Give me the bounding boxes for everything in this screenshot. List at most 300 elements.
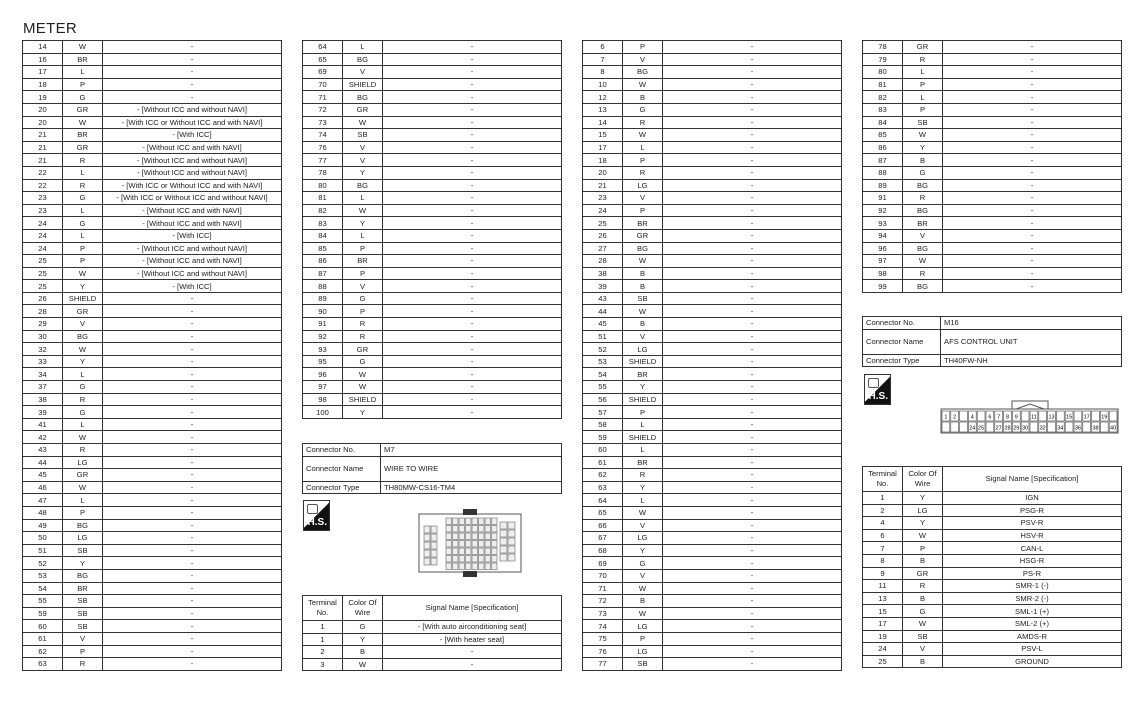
cavity	[466, 563, 472, 570]
terminal-no: 4	[863, 517, 903, 530]
pin-label: 17	[1083, 414, 1090, 421]
wire-color: SB	[63, 544, 103, 557]
cavity	[500, 554, 507, 561]
terminal-no: 43	[583, 292, 623, 305]
wire-color: V	[343, 141, 383, 154]
signal-name: -	[103, 53, 282, 66]
cavity	[466, 541, 472, 548]
signal-name: GROUND	[943, 655, 1122, 668]
signal-name: -	[383, 179, 562, 192]
table-row	[863, 242, 1122, 255]
cavity	[459, 533, 465, 540]
signal-name: -	[103, 607, 282, 620]
terminal-no: 48	[23, 506, 63, 519]
wire-color: GR	[903, 41, 943, 54]
signal-name: -	[663, 330, 842, 343]
table-row	[303, 116, 562, 129]
terminal-no: 74	[303, 129, 343, 142]
wire-color: BG	[903, 204, 943, 217]
terminal-no: 38	[23, 393, 63, 406]
header-color-of-wire: Color Of Wire	[903, 467, 943, 492]
terminal-no: 92	[303, 330, 343, 343]
terminal-no: 23	[23, 204, 63, 217]
wire-color: W	[903, 129, 943, 142]
signal-name: -	[383, 406, 562, 419]
table-row	[583, 532, 842, 545]
table-row	[303, 255, 562, 268]
wire-color: P	[623, 41, 663, 54]
terminal-no: 55	[23, 595, 63, 608]
terminal-no: 81	[863, 78, 903, 91]
signal-name: -	[103, 343, 282, 356]
table-row	[303, 53, 562, 66]
table-row	[23, 280, 282, 293]
signal-name: -	[663, 53, 842, 66]
terminal-no: 61	[583, 456, 623, 469]
signal-name: PSV-L	[943, 643, 1122, 656]
cavity	[446, 548, 452, 555]
table-row	[583, 595, 842, 608]
signal-name: -	[103, 381, 282, 394]
signal-name: -	[103, 469, 282, 482]
table-row	[23, 506, 282, 519]
table-row	[583, 569, 842, 582]
signal-name: -	[383, 355, 562, 368]
table-row	[583, 166, 842, 179]
terminal-no: 87	[303, 267, 343, 280]
wire-color: W	[63, 481, 103, 494]
cavity	[500, 530, 507, 537]
wire-color: Y	[63, 280, 103, 293]
terminal-no: 82	[303, 204, 343, 217]
wire-color: R	[903, 53, 943, 66]
table-header	[863, 467, 1122, 492]
signal-name: -	[663, 292, 842, 305]
wire-color: SHIELD	[623, 431, 663, 444]
terminal-no: 24	[863, 643, 903, 656]
terminal-no: 2	[303, 646, 343, 659]
wire-color: SB	[623, 292, 663, 305]
table-row	[303, 368, 562, 381]
cavity	[492, 518, 498, 525]
terminal-no: 60	[583, 444, 623, 457]
terminal-no: 94	[863, 229, 903, 242]
wire-color: BR	[623, 456, 663, 469]
signal-name: -	[663, 217, 842, 230]
table-row	[863, 504, 1122, 517]
cavity	[446, 556, 452, 563]
signal-name: -	[103, 418, 282, 431]
signal-name: -	[943, 204, 1122, 217]
table-row	[23, 481, 282, 494]
table-row	[583, 607, 842, 620]
wire-color: R	[63, 179, 103, 192]
table-row	[23, 393, 282, 406]
table-row	[863, 542, 1122, 555]
wire-color: W	[63, 343, 103, 356]
table-row	[583, 519, 842, 532]
terminal-no: 33	[23, 355, 63, 368]
signal-name: - [With ICC or Without ICC and without NAVI]	[103, 192, 282, 205]
wire-color: G	[63, 381, 103, 394]
table-row	[303, 154, 562, 167]
cavity	[466, 533, 472, 540]
signal-name: -	[103, 620, 282, 633]
connector-no: M16	[941, 317, 1122, 330]
table-row	[23, 305, 282, 318]
signal-name: AMDS-R	[943, 630, 1122, 643]
terminal-no: 80	[863, 66, 903, 79]
wire-color: L	[623, 141, 663, 154]
cavity	[492, 548, 498, 555]
signal-name: -	[663, 444, 842, 457]
pin-label: 32	[1039, 425, 1046, 432]
pin-label: 36	[1074, 425, 1081, 432]
table-row	[863, 529, 1122, 542]
cavity	[1092, 411, 1100, 421]
terminal-no: 52	[23, 557, 63, 570]
signal-name: CAN-L	[943, 542, 1122, 555]
terminal-no: 61	[23, 632, 63, 645]
signal-name: -	[943, 267, 1122, 280]
wire-color: LG	[623, 620, 663, 633]
connector-terminal-table-m7	[302, 595, 562, 671]
signal-name: -	[943, 66, 1122, 79]
terminal-no: 83	[863, 103, 903, 116]
wire-color: R	[63, 658, 103, 671]
terminal-no: 17	[583, 141, 623, 154]
wire-color: Y	[623, 481, 663, 494]
table-row	[583, 381, 842, 394]
cavity	[1100, 422, 1108, 432]
cavity	[446, 518, 452, 525]
cavity	[942, 422, 950, 432]
terminal-no: 82	[863, 91, 903, 104]
table-row	[863, 53, 1122, 66]
signal-name: -	[943, 91, 1122, 104]
cavity	[479, 518, 485, 525]
signal-name: - [With auto airconditioning seat]	[383, 621, 562, 634]
wire-color: Y	[343, 406, 383, 419]
cavity	[1021, 411, 1029, 421]
terminal-no: 98	[863, 267, 903, 280]
wire-color: GR	[63, 469, 103, 482]
cavity	[485, 563, 491, 570]
table-row	[23, 519, 282, 532]
connector-type: TH40FW-NH	[941, 354, 1122, 367]
cavity	[1039, 411, 1047, 421]
wire-color: BR	[63, 582, 103, 595]
table-row	[863, 617, 1122, 630]
table-row	[303, 41, 562, 54]
terminal-no: 86	[303, 255, 343, 268]
table-row	[303, 355, 562, 368]
cavity	[977, 411, 985, 421]
wire-color: BR	[63, 53, 103, 66]
signal-name: -	[943, 242, 1122, 255]
signal-name: -	[663, 343, 842, 356]
wire-color: SHIELD	[63, 292, 103, 305]
signal-name: SMR-2 (-)	[943, 592, 1122, 605]
table-row	[303, 166, 562, 179]
terminal-no: 63	[583, 481, 623, 494]
signal-name: -	[103, 532, 282, 545]
signal-name: -	[383, 646, 562, 659]
signal-name: -	[383, 229, 562, 242]
table-row	[23, 368, 282, 381]
wire-color: SB	[63, 607, 103, 620]
terminal-no: 49	[23, 519, 63, 532]
terminal-no: 3	[303, 658, 343, 671]
terminal-no: 34	[23, 368, 63, 381]
wire-color: R	[623, 166, 663, 179]
table-row	[863, 129, 1122, 142]
cavity	[466, 556, 472, 563]
signal-name: -	[943, 280, 1122, 293]
cavity	[479, 533, 485, 540]
cavity	[453, 556, 459, 563]
cavity	[459, 526, 465, 533]
wire-color: W	[903, 617, 943, 630]
table-row	[303, 646, 562, 659]
cavity	[485, 526, 491, 533]
table-row	[23, 141, 282, 154]
signal-name: -	[663, 267, 842, 280]
signal-name: -	[103, 645, 282, 658]
wire-color: B	[623, 267, 663, 280]
terminal-no: 59	[583, 431, 623, 444]
terminal-no: 53	[23, 569, 63, 582]
pin-label: 8	[1005, 414, 1010, 421]
signal-name: -	[663, 368, 842, 381]
table-row	[23, 78, 282, 91]
cavity	[492, 541, 498, 548]
terminal-no: 72	[303, 103, 343, 116]
terminal-no: 21	[23, 141, 63, 154]
signal-name: -	[383, 103, 562, 116]
table-row	[23, 204, 282, 217]
wire-color: W	[63, 267, 103, 280]
meter-table-4	[862, 40, 1122, 293]
pin-label: 7	[997, 414, 1001, 421]
terminal-no: 72	[583, 595, 623, 608]
table-row	[583, 292, 842, 305]
wire-color: V	[623, 569, 663, 582]
wire-color: P	[63, 255, 103, 268]
cavity	[453, 548, 459, 555]
cavity	[431, 542, 437, 549]
signal-name: PSG-R	[943, 504, 1122, 517]
wire-color: W	[343, 381, 383, 394]
terminal-no: 83	[303, 217, 343, 230]
table-row	[583, 229, 842, 242]
terminal-no: 17	[23, 66, 63, 79]
table-row	[303, 406, 562, 419]
signal-name: -	[663, 456, 842, 469]
terminal-no: 6	[583, 41, 623, 54]
table-row	[583, 431, 842, 444]
table-row	[303, 192, 562, 205]
table-row	[23, 343, 282, 356]
table-row	[583, 582, 842, 595]
wire-color: R	[623, 116, 663, 129]
pin-label: 19	[1101, 414, 1108, 421]
table-row	[863, 630, 1122, 643]
terminal-no: 45	[23, 469, 63, 482]
harness-side-icon: H.S.	[303, 500, 330, 531]
signal-name: -	[663, 305, 842, 318]
terminal-no: 62	[23, 645, 63, 658]
table-row	[303, 229, 562, 242]
wire-color: R	[63, 393, 103, 406]
table-row	[303, 305, 562, 318]
pin-label: 15	[1066, 414, 1073, 421]
terminal-no: 56	[583, 393, 623, 406]
signal-name: -	[103, 569, 282, 582]
signal-name: -	[663, 393, 842, 406]
signal-name: -	[663, 280, 842, 293]
wire-color: B	[343, 646, 383, 659]
table-row	[583, 318, 842, 331]
terminal-no: 1	[303, 621, 343, 634]
cavity	[960, 411, 968, 421]
wire-color: R	[343, 330, 383, 343]
signal-name: - [With ICC]	[103, 129, 282, 142]
table-row	[863, 91, 1122, 104]
table-row	[863, 580, 1122, 593]
table-row	[303, 242, 562, 255]
cavity	[459, 548, 465, 555]
table-row	[23, 632, 282, 645]
table-row	[583, 116, 842, 129]
signal-name: -	[663, 204, 842, 217]
cavity	[500, 546, 507, 553]
cavity	[453, 526, 459, 533]
signal-name: -	[663, 632, 842, 645]
signal-name: SML-1 (+)	[943, 605, 1122, 618]
connector-name: WIRE TO WIRE	[381, 456, 562, 481]
signal-name: -	[383, 53, 562, 66]
wire-color: GR	[623, 229, 663, 242]
signal-name: -	[663, 255, 842, 268]
signal-name: -	[663, 519, 842, 532]
signal-name: -	[383, 116, 562, 129]
cavity	[446, 563, 452, 570]
terminal-no: 81	[303, 192, 343, 205]
wire-color: G	[343, 292, 383, 305]
cavity	[951, 422, 959, 432]
table-row	[303, 280, 562, 293]
signal-name: -	[663, 78, 842, 91]
table-row	[863, 217, 1122, 230]
cavity	[446, 533, 452, 540]
wire-color: L	[623, 444, 663, 457]
terminal-no: 11	[863, 580, 903, 593]
cavity	[485, 548, 491, 555]
signal-name: - [With ICC or Without ICC and with NAVI]	[103, 179, 282, 192]
cavity	[960, 422, 968, 432]
signal-name: -	[383, 292, 562, 305]
signal-name: -	[383, 129, 562, 142]
terminal-no: 78	[303, 166, 343, 179]
terminal-no: 96	[303, 368, 343, 381]
signal-name: - [Without ICC and with NAVI]	[103, 255, 282, 268]
terminal-no: 15	[863, 605, 903, 618]
table-row	[23, 292, 282, 305]
wire-color: BG	[63, 519, 103, 532]
table-row	[863, 592, 1122, 605]
wire-color: Y	[623, 544, 663, 557]
signal-name: -	[383, 78, 562, 91]
table-row	[863, 66, 1122, 79]
table-row	[863, 103, 1122, 116]
table-row	[23, 41, 282, 54]
signal-name: HSG-R	[943, 554, 1122, 567]
terminal-no: 25	[23, 267, 63, 280]
table-row	[23, 192, 282, 205]
terminal-no: 84	[303, 229, 343, 242]
signal-name: -	[663, 179, 842, 192]
wire-color: P	[623, 632, 663, 645]
terminal-no: 19	[863, 630, 903, 643]
signal-name: -	[103, 481, 282, 494]
terminal-no: 95	[303, 355, 343, 368]
signal-name: -	[663, 66, 842, 79]
terminal-no: 88	[863, 166, 903, 179]
wire-color: P	[343, 242, 383, 255]
terminal-no: 1	[303, 633, 343, 646]
terminal-no: 92	[863, 204, 903, 217]
table-row	[23, 595, 282, 608]
terminal-no: 54	[583, 368, 623, 381]
signal-name: -	[663, 569, 842, 582]
table-row	[303, 267, 562, 280]
table-row	[863, 141, 1122, 154]
cavity	[453, 563, 459, 570]
cavity	[986, 422, 994, 432]
table-row	[863, 567, 1122, 580]
terminal-no: 64	[583, 494, 623, 507]
table-row	[583, 103, 842, 116]
signal-name: SML-2 (+)	[943, 617, 1122, 630]
table-row	[23, 431, 282, 444]
terminal-no: 28	[583, 255, 623, 268]
wire-color: Y	[623, 381, 663, 394]
terminal-no: 62	[583, 469, 623, 482]
terminal-no: 96	[863, 242, 903, 255]
cavity	[431, 534, 437, 541]
terminal-no: 78	[863, 41, 903, 54]
terminal-no: 14	[583, 116, 623, 129]
cavity	[479, 556, 485, 563]
signal-name: -	[943, 103, 1122, 116]
cavity	[485, 556, 491, 563]
cavity	[472, 556, 478, 563]
table-row	[583, 658, 842, 671]
wire-color: P	[623, 154, 663, 167]
terminal-no: 24	[583, 204, 623, 217]
pin-label: 4	[970, 414, 974, 421]
terminal-no: 86	[863, 141, 903, 154]
terminal-no: 53	[583, 355, 623, 368]
cavity	[479, 548, 485, 555]
terminal-no: 51	[583, 330, 623, 343]
wire-color: V	[623, 330, 663, 343]
table-row	[23, 444, 282, 457]
terminal-no: 12	[583, 91, 623, 104]
terminal-no: 66	[583, 519, 623, 532]
signal-name: -	[383, 166, 562, 179]
